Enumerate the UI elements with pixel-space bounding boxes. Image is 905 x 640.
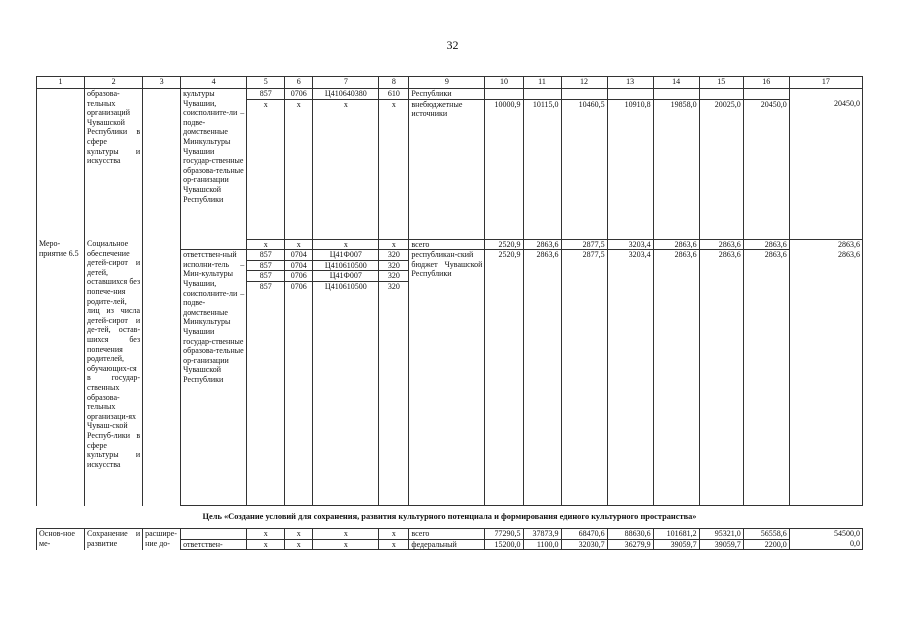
- cell-value: 2863,6: [743, 239, 789, 250]
- cell-c7: х: [313, 239, 379, 250]
- cell-value: 2863,6: [699, 250, 743, 506]
- header-cell: 13: [607, 77, 653, 89]
- cell-value: 2863,6: [789, 250, 862, 506]
- cell-source: всего: [409, 239, 485, 250]
- cell-value: 2520,9: [485, 239, 523, 250]
- cell-value: 10460,5: [561, 99, 607, 239]
- code-c8: 320: [379, 261, 408, 272]
- cell-value: 2877,5: [561, 250, 607, 506]
- cell-value: 36279,9: [607, 539, 653, 550]
- header-cell: 6: [285, 77, 313, 89]
- table-row: [37, 89, 863, 100]
- cell-value: 0,0: [789, 539, 862, 550]
- header-cell: 12: [561, 77, 607, 89]
- cell-source: Республики: [409, 89, 485, 100]
- header-cell: 9: [409, 77, 485, 89]
- header-cell: 14: [653, 77, 699, 89]
- cell-value: 95321,0: [699, 529, 743, 540]
- cell-c7-list: [313, 250, 379, 506]
- cell-value: 10115,0: [523, 99, 561, 239]
- code-c5: 857: [259, 281, 272, 291]
- cell-c6: х: [285, 539, 313, 550]
- code-c7: Ц410610500: [324, 281, 367, 291]
- budget-table: [36, 76, 863, 550]
- cell-value: 68470,6: [561, 529, 607, 540]
- executor: ответствен-ный исполни-тель – Мин-культуры Чувашии, соисполните-ли – подве-домственные Минкультуры Чувашии государ-ственные образова-тельные ор-ганизации Чувашской Республики: [181, 250, 247, 506]
- measure-title: Социальное обеспечение детей-сирот и детей, оставшихся без попече-ния родите-лей, лиц из числа детей-сирот и де-тей, остав-шихся без попечения родителей, обучающих-ся в государ-ственных образова-тельных организаци-ях Чуваш-ской Респуб-лики в сфере культуры и искусства: [85, 239, 143, 506]
- cell-c5: х: [247, 539, 285, 550]
- header-cell: 17: [789, 77, 862, 89]
- cell-value: 2520,9: [485, 250, 523, 506]
- cell-c7: х: [313, 529, 379, 540]
- cell-value: 19858,0: [653, 99, 699, 239]
- cell-value: 2863,6: [743, 250, 789, 506]
- cell-value: 20450,0: [743, 99, 789, 239]
- cell-value: [561, 89, 607, 100]
- cell-empty: [181, 529, 247, 540]
- cell-c8: х: [379, 529, 409, 540]
- cell-value: 20025,0: [699, 99, 743, 239]
- cell-c7: х: [313, 539, 379, 550]
- cell-value: 3203,4: [607, 239, 653, 250]
- code-c7: Ц41Ф007: [313, 271, 378, 282]
- cell-value: 101681,2: [653, 529, 699, 540]
- code-c8: 320: [379, 271, 408, 282]
- header-cell: 3: [143, 77, 181, 89]
- header-row: [37, 77, 863, 89]
- cell-value: 1100,0: [523, 539, 561, 550]
- header-cell: 11: [523, 77, 561, 89]
- cell-value: 2200,0: [743, 539, 789, 550]
- cell-source: внебюджетные источники: [409, 99, 485, 239]
- code-c7: Ц41Ф007: [313, 250, 378, 261]
- cell-c7: Ц410640380: [313, 89, 379, 100]
- code-c6: 0704: [285, 261, 312, 272]
- table-row: [37, 529, 863, 540]
- goal-heading: Цель «Создание условий для сохранения, развития культурного потенциала и формирования единого культурного пространства»: [202, 512, 697, 522]
- cell-value: 2877,5: [561, 239, 607, 250]
- code-c6: 0706: [290, 281, 307, 291]
- measure-title: Сохранение и развитие: [85, 529, 143, 550]
- code-c5: 857: [247, 271, 284, 282]
- cell-empty: [143, 239, 181, 506]
- cell-source: всего: [409, 529, 485, 540]
- cell-c6: х: [285, 529, 313, 540]
- cell-c8: х: [379, 539, 409, 550]
- page-number: 32: [446, 38, 459, 52]
- cell-value: [485, 89, 523, 100]
- cell-c8: х: [379, 239, 409, 250]
- cell-value: [653, 89, 699, 100]
- cell-value: 2863,6: [653, 239, 699, 250]
- cell-value: 88630,6: [607, 529, 653, 540]
- cell-c8: х: [379, 99, 409, 239]
- cell-value: [743, 89, 789, 100]
- cell-value: 37873,9: [523, 529, 561, 540]
- code-c5: 857: [247, 261, 284, 272]
- cell-value: 2863,6: [523, 239, 561, 250]
- cell-empty: [143, 89, 181, 240]
- header-cell: 7: [313, 77, 379, 89]
- cell-c8-list: [379, 250, 409, 506]
- header-cell: 5: [247, 77, 285, 89]
- cell-value: [607, 89, 653, 100]
- code-c8: 320: [387, 281, 400, 291]
- cell-value: 54500,0: [789, 529, 862, 540]
- cell-empty: [37, 89, 85, 240]
- cell-value: 77290,5: [485, 529, 523, 540]
- cell-c6: х: [285, 99, 313, 239]
- cell-value: 10000,9: [485, 99, 523, 239]
- cell-value: 3203,4: [607, 250, 653, 506]
- cell-c5: х: [247, 239, 285, 250]
- cell-value: [789, 89, 862, 100]
- cell-value: 20450,0: [789, 99, 862, 239]
- cell-value: 2863,6: [789, 239, 862, 250]
- header-cell: 10: [485, 77, 523, 89]
- measure-goal: расшире-ние до-: [143, 529, 181, 550]
- cell-value: 15200,0: [485, 539, 523, 550]
- goal-row: [37, 506, 863, 529]
- code-c5: 857: [247, 250, 284, 261]
- cell-value: [699, 89, 743, 100]
- header-cell: 4: [181, 77, 247, 89]
- cell-c5: х: [247, 529, 285, 540]
- cell-value: 56558,6: [743, 529, 789, 540]
- cell-value: 10910,8: [607, 99, 653, 239]
- cell-c6-list: [285, 250, 313, 506]
- table-row: [37, 239, 863, 250]
- code-c6: 0706: [285, 271, 312, 282]
- header-cell: 8: [379, 77, 409, 89]
- executor: культуры Чувашии, соисполните-ли – подве-домственные Минкультуры Чувашии государ-ственные образова-тельные ор-ганизации Чувашской Республики: [181, 89, 247, 240]
- cell-source: республикан-ский бюджет Чувашской Республики: [409, 250, 485, 506]
- cell-value: 2863,6: [699, 239, 743, 250]
- cell-c7: х: [313, 99, 379, 239]
- cell-c6: х: [285, 239, 313, 250]
- cell-c8: 610: [379, 89, 409, 100]
- cell-value: [523, 89, 561, 100]
- cell-source: федеральный: [409, 539, 485, 550]
- cell-value: 32030,7: [561, 539, 607, 550]
- cell-c6: 0706: [285, 89, 313, 100]
- cell-c5: х: [247, 99, 285, 239]
- cell-value: 2863,6: [653, 250, 699, 506]
- header-cell: 16: [743, 77, 789, 89]
- cell-value: 2863,6: [523, 250, 561, 506]
- cell-value: 39059,7: [653, 539, 699, 550]
- measure-label: Меро-приятие 6.5: [37, 239, 85, 506]
- cell-value: 39059,7: [699, 539, 743, 550]
- header-cell: 15: [699, 77, 743, 89]
- header-cell: 2: [85, 77, 143, 89]
- code-c8: 320: [379, 250, 408, 261]
- header-cell: 1: [37, 77, 85, 89]
- cell-c5: 857: [247, 89, 285, 100]
- organization-name: образова-тельных организаций Чувашской Республики в сфере культуры и искусства: [85, 89, 143, 240]
- measure-label: Основ-ное ме-: [37, 529, 85, 550]
- cell-empty: [181, 239, 247, 250]
- executor: ответствен-: [181, 539, 247, 550]
- code-c7: Ц410610500: [313, 261, 378, 272]
- code-c6: 0704: [285, 250, 312, 261]
- cell-c5-list: [247, 250, 285, 506]
